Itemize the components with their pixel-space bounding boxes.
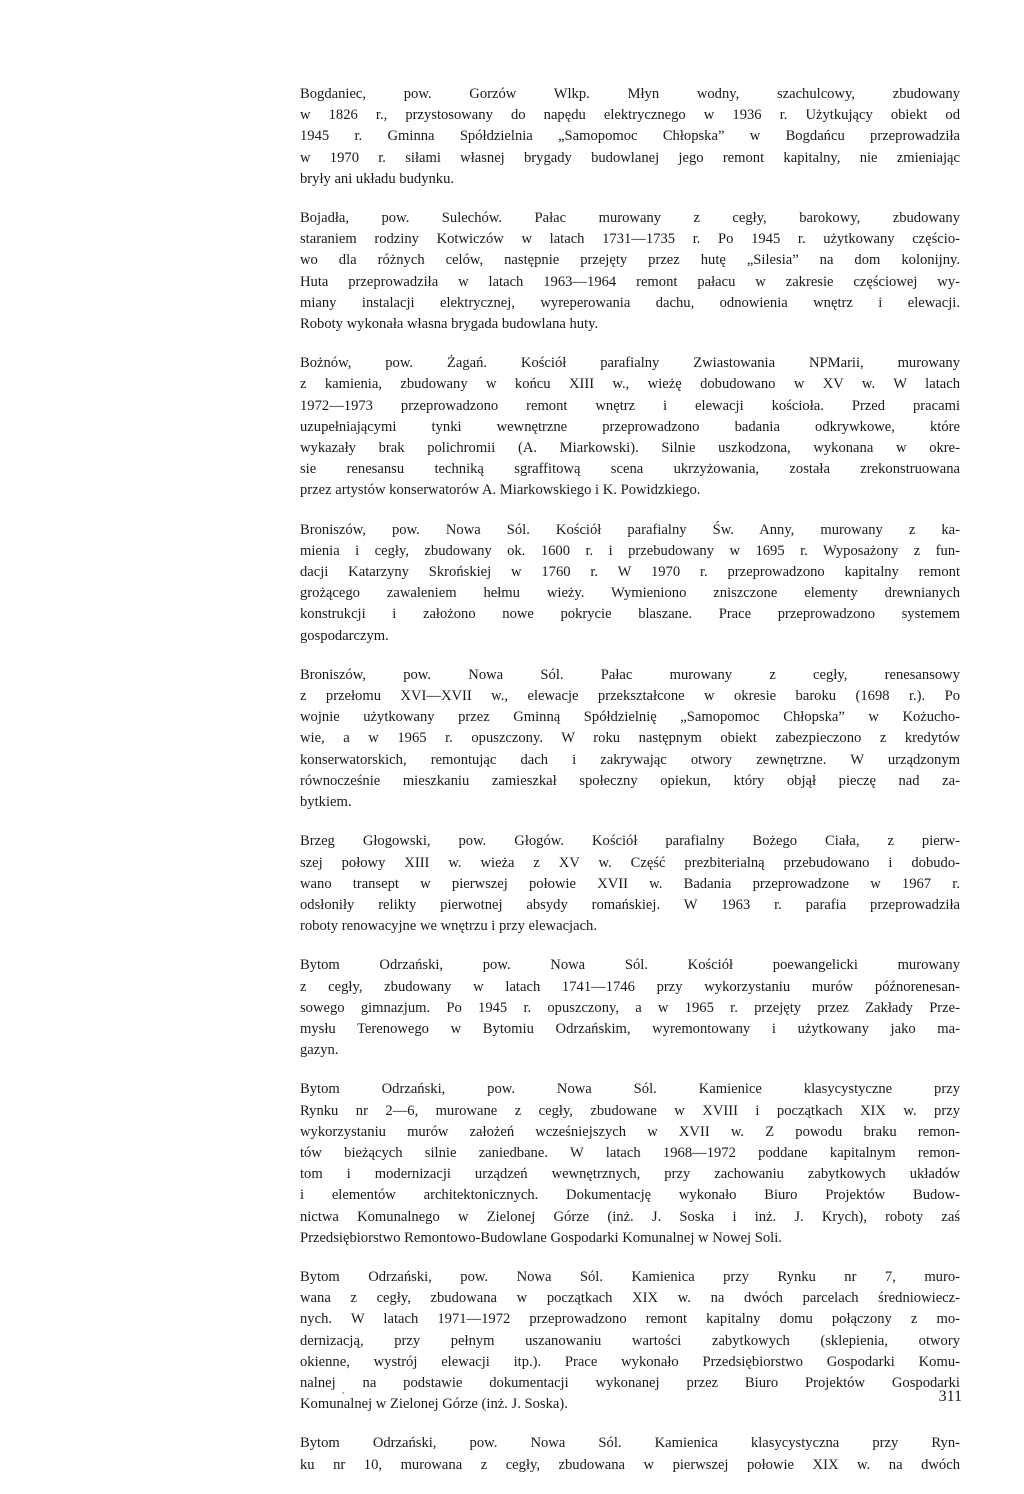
text-line: z przełomu XVI—XVII w., elewacje przekształcone w okresie baroku (1698 r.). Po (300, 688, 960, 705)
entry-broniszow-church (300, 520, 960, 647)
entry-bytom-tenement-10 (300, 1433, 960, 1475)
text-line: wie, a w 1965 r. opuszczony. W roku następnym obiekt zabezpieczono z kredytów (300, 730, 960, 747)
text-line: Roboty wykonała własna brygada budowlana huty. (300, 316, 599, 333)
text-line: mysłu Terenowego w Bytomiu Odrzańskim, wyremontowany i użytkowany jako ma- (300, 1020, 960, 1037)
text-line: przez artystów konserwatorów A. Miarkowskiego i K. Powidzkiego. (300, 482, 701, 499)
text-line: wykorzystaniu murów założeń wcześniejszych w XVII w. Z powodu braku remon- (300, 1123, 960, 1140)
text-line: gazyn. (300, 1042, 339, 1059)
text-line: dacji Katarzyny Skrońskiej w 1760 r. W 1970 r. przeprowadzono kapitalny remont (300, 564, 960, 581)
text-line: Bytom Odrzański, pow. Nowa Sól. Kamienice klasycystyczne przy (300, 1081, 960, 1098)
text-line: gospodarczym. (300, 627, 389, 644)
text-line: tów bieżących silnie zaniedbane. W latach 1968—1972 poddane kapitalnym remon- (300, 1144, 960, 1161)
text-line: odsłoniły relikty pierwotnej absydy romańskiej. W 1963 r. parafia przeprowadziła (300, 896, 960, 913)
text-line: bytkiem. (300, 794, 352, 811)
text-line: wano transept w pierwszej połowie XVII w. Badania przeprowadzone w 1967 r. (300, 875, 960, 892)
text-line: miany instalacji elektrycznej, wyreperowania dachu, odnowienia wnętrz i elewacji. (300, 294, 960, 311)
text-line: nalnej na podstawie dokumentacji wykonanej przez Biuro Projektów Gospodarki (300, 1374, 960, 1391)
text-line: Bogdaniec, pow. Gorzów Wlkp. Młyn wodny, szachulcowy, zbudowany (300, 86, 960, 102)
text-line: Bytom Odrzański, pow. Nowa Sól. Kamienica przy Rynku nr 7, muro- (300, 1268, 960, 1285)
text-line: 1972—1973 przeprowadzono remont wnętrz i elewacji kościoła. Przed pracami (300, 397, 960, 414)
text-line: bryły ani układu budynku. (300, 170, 455, 187)
text-line: okienne, wystrój elewacji itp.). Prace wykonało Przedsiębiorstwo Gospodarki Komu- (300, 1353, 960, 1370)
text-line: sowego gimnazjum. Po 1945 r. opuszczony, a w 1965 r. przejęty przez Zakłady Prze- (300, 999, 960, 1016)
text-line: uzupełniającymi tynki wewnętrzne przeprowadzono badania odkrywkowe, które (300, 418, 960, 435)
entry-bytom-tenements-2-6 (300, 1079, 960, 1249)
page-number: 311 (938, 1388, 962, 1405)
text-line: Komunalnej w Zielonej Górze (inż. J. Soska). (300, 1396, 568, 1413)
text-line: sie renesansu techniką sgraffitową scena ukrzyżowania, została zrekonstruowana (300, 461, 960, 478)
text-line: z cegły, zbudowany w latach 1741—1746 przy wykorzystaniu murów późnorenesan- (300, 978, 960, 995)
text-line: Brzeg Głogowski, pow. Głogów. Kościół parafialny Bożego Ciała, z pierw- (300, 833, 960, 850)
text-line: konserwatorskich, remontując dach i zakrywając otwory zewnętrzne. W urządzonym (300, 751, 960, 768)
entry-broniszow-palace (300, 665, 960, 813)
text-line: grożącego zawaleniem hełmu wieży. Wymieniono zniszczone elementy drewnianych (300, 585, 960, 602)
scan-speck (342, 1392, 344, 1394)
entry-bytom-church (300, 955, 960, 1061)
text-line: Huta przeprowadziła w latach 1963—1964 remont pałacu w zakresie częściowej wy- (300, 273, 960, 290)
text-line: wojnie użytkowany przez Gminną Spółdzielnię „Samopomoc Chłopska” w Kożucho- (300, 709, 960, 726)
text-line: roboty renowacyjne we wnętrzu i przy elewacjach. (300, 918, 598, 935)
text-line: wykazały brak polichromii (A. Miarkowski). Silnie uszkodzona, wykonana w okre- (300, 440, 960, 457)
text-line: Bytom Odrzański, pow. Nowa Sól. Kościół poewangelicki murowany (300, 957, 960, 974)
text-line: z kamienia, zbudowany w końcu XIII w., wieżę dobudowano w XV w. W latach (300, 376, 960, 393)
text-line: dernizacją, przy pełnym uszanowaniu wartości zabytkowych (sklepienia, otwory (300, 1332, 960, 1349)
text-line: Rynku nr 2—6, murowane z cegły, zbudowane w XVIII i początkach XIX w. przy (300, 1102, 960, 1119)
text-line: Przedsiębiorstwo Remontowo-Budowlane Gospodarki Komunalnej w Nowej Soli. (300, 1229, 782, 1246)
text-line: nych. W latach 1971—1972 przeprowadzono remont kapitalny domu połączony z mo- (300, 1311, 960, 1328)
text-line: w 1970 r. siłami własnej brygady budowlanej jego remont kapitalny, nie zmieniając (300, 149, 960, 166)
text-line: Broniszów, pow. Nowa Sól. Kościół parafialny Św. Anny, murowany z ka- (300, 521, 960, 538)
text-line: wo dla różnych celów, następnie przejęty przez hutę „Silesia” na dom kolonijny. (300, 252, 960, 269)
text-line: w 1826 r., przystosowany do napędu elektrycznego w 1936 r. Użytkujący obiekt od (300, 107, 960, 124)
entry-bojadla (300, 208, 960, 335)
text-line: 1945 r. Gminna Spółdzielnia „Samopomoc Chłopska” w Bogdańcu przeprowadziła (300, 128, 960, 145)
text-line: ku nr 10, murowana z cegły, zbudowana w pierwszej połowie XIX w. na dwóch (300, 1456, 960, 1473)
entry-brzeg-glogowski (300, 831, 960, 937)
entry-bytom-tenement-7 (300, 1267, 960, 1415)
text-line: Bożnów, pow. Żagań. Kościół parafialny Zwiastowania NPMarii, murowany (300, 355, 960, 372)
text-line: równocześnie mieszkaniu zamieszkał społeczny opiekun, który objął pieczę nad za- (300, 772, 960, 789)
text-line: Bojadła, pow. Sulechów. Pałac murowany z cegły, barokowy, zbudowany (300, 210, 960, 227)
text-line: konstrukcji i założono nowe pokrycie blaszane. Prace przeprowadzono systemem (300, 606, 960, 623)
text-line: tom i modernizacji urządzeń wewnętrznych, przy zachowaniu zabytkowych układów (300, 1166, 960, 1183)
text-line: i elementów architektonicznych. Dokumentację wykonało Biuro Projektów Budow- (300, 1187, 960, 1204)
entry-bogdaniec (300, 84, 960, 190)
text-column (300, 84, 960, 1494)
text-line: Bytom Odrzański, pow. Nowa Sól. Kamienica klasycystyczna przy Ryn- (300, 1435, 960, 1452)
text-line: Broniszów, pow. Nowa Sól. Pałac murowany z cegły, renesansowy (300, 666, 960, 683)
text-line: nictwa Komunalnego w Zielonej Górze (inż. J. Soska i inż. J. Krych), roboty zaś (300, 1208, 960, 1225)
entry-boznow (300, 353, 960, 501)
text-line: mienia i cegły, zbudowany ok. 1600 r. i przebudowany w 1695 r. Wyposażony z fun- (300, 542, 960, 559)
text-line: staraniem rodziny Kotwiczów w latach 1731—1735 r. Po 1945 r. użytkowany częścio- (300, 231, 960, 248)
text-line: szej połowy XIII w. wieża z XV w. Część prezbiterialną przebudowano i dobudo- (300, 854, 960, 871)
text-line: wana z cegły, zbudowana w początkach XIX w. na dwóch parcelach średniowiecz- (300, 1290, 960, 1307)
